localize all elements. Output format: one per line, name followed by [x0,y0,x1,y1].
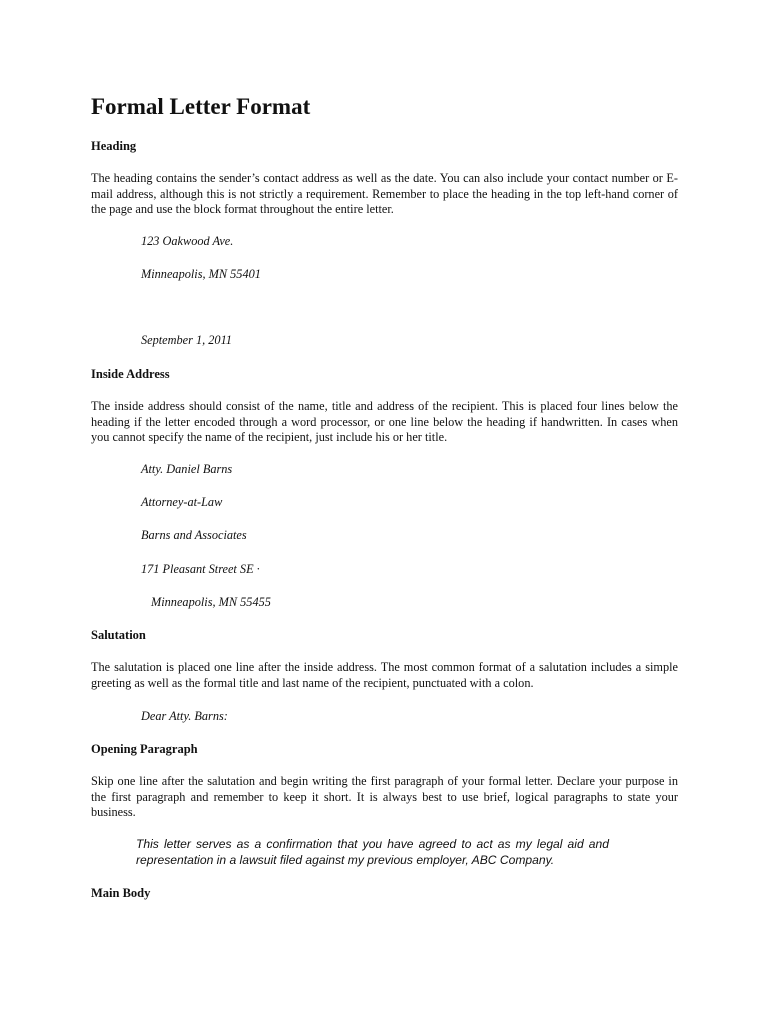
section-heading-salutation: Salutation [91,628,146,642]
sender-city: Minneapolis, MN 55401 [141,267,261,281]
opening-paragraph-paragraph: Skip one line after the salutation and begin writing the first paragraph of your formal letter. Declare your purpose in the first paragraph and remember to keep it short. It is always best to use brief, logical paragraphs to state your business. [91,774,678,820]
inside-address-paragraph: The inside address should consist of the name, title and address of the recipient. This is placed four lines below the heading if the letter encoded through a word processor, or one line below the heading if handwritten. In cases when you cannot specify the name of the recipient, just include his or her title. [91,399,678,445]
section-heading-opening-paragraph: Opening Paragraph [91,742,198,756]
letter-date: September 1, 2011 [141,333,232,347]
salutation-example: Dear Atty. Barns: [141,709,228,723]
section-heading-main-body: Main Body [91,886,151,900]
recipient-company: Barns and Associates [141,528,247,542]
recipient-name: Atty. Daniel Barns [141,462,233,476]
opening-paragraph-example: This letter serves as a confirmation that you have agreed to act as my legal aid and representation in a lawsuit filed against my previous employer, ABC Company. [136,837,609,867]
recipient-city: Minneapolis, MN 55455 [151,595,271,609]
sender-street: 123 Oakwood Ave. [141,234,234,248]
heading-paragraph: The heading contains the sender’s contact address as well as the date. You can also include your contact number or E-mail address, although this is not strictly a requirement. Remember to place the heading in the top left-hand corner of the page and use the block format throughout the entire letter. [91,171,678,217]
recipient-title: Attorney-at-Law [141,495,223,509]
recipient-street: 171 Pleasant Street SE · [141,562,260,576]
page-title: Formal Letter Format [91,94,311,119]
section-heading-inside-address: Inside Address [91,367,170,381]
salutation-paragraph: The salutation is placed one line after the inside address. The most common format of a salutation includes a simple greeting as well as the formal title and last name of the recipient, punctuated with a colon. [91,660,678,690]
section-heading-heading: Heading [91,139,137,153]
